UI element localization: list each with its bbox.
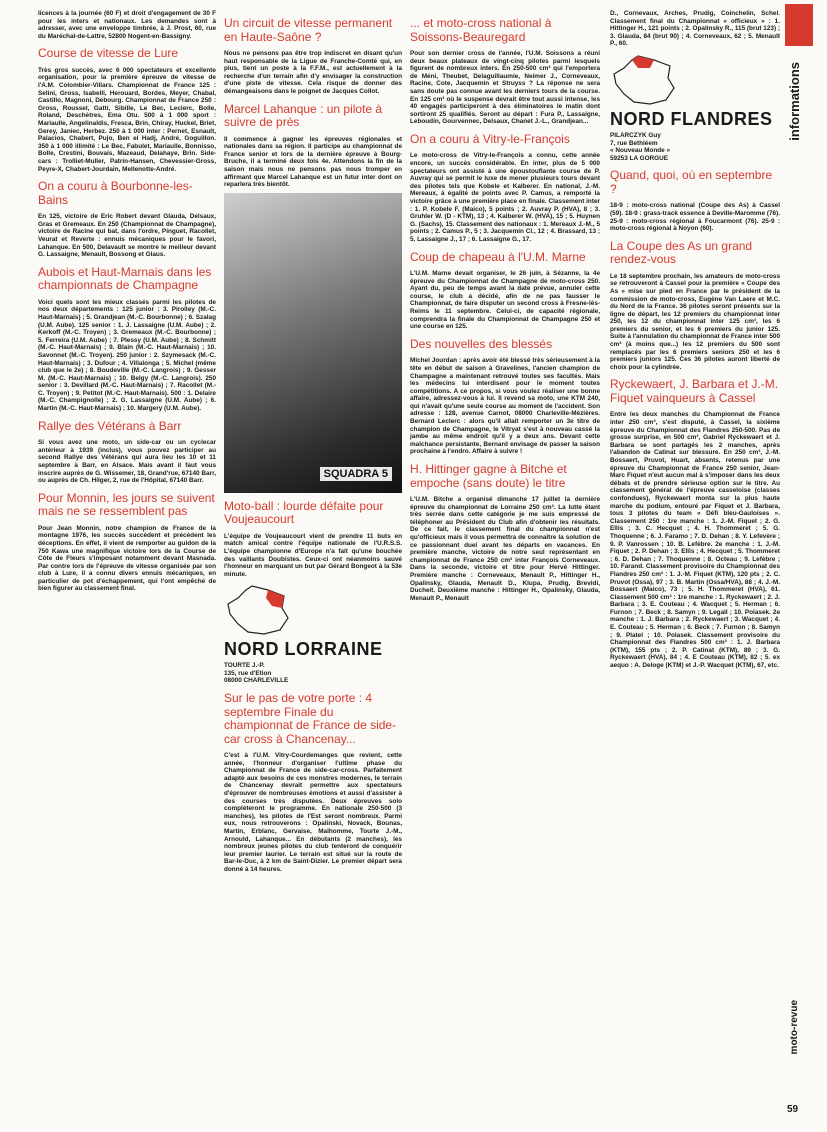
address-line: 7, rue Bethléem bbox=[610, 139, 658, 147]
correspondent-address bbox=[224, 662, 402, 685]
aubois-body: Voici quels sont les mieux classés parmi les pilotes de nos deux départements : 125 junior : 3. Pirolley (M.-C. Haut-Marnais) ; 5. Grandjean (M.-C. Bourbonne) ; 6. Szalag (U.M. Aube). 125 senior : 1. J. Lassaigne (U.M. Aube) ; 2. Kerkoff (M.-C. Troyen) ; 3. Gremeaux (M.-C. Bourbonne) ; 5. Ferreira (U.M. Aube) ; 7. Plessy (U.M. Aube) ; 8. Schmitt (M.-C. Haut-Marnais) ; 9. Blain (M.-C. Haut-Marnais) ; 10. Savonnet (M.-C. Troyen). 250 junior : 2. Szymesack (M.-C. Haut-Marnais) ; 3. Dufour ; 4. Villalonga ; 5. Michel (même club que le 2e) ; 8. Boudeville (M.-C. Langrois) ; 9. Gesser M. (M.-C. Haut-Marnais) ; 10. Belgy (M.-C. Langrois). 250 senior : 3. Devillard (M.-C. Haut-Marnais) ; 7. Racollet (M.-C. Troyen) ; 9. Petitot (M.-C. Haut-Marnais). 500 : 1. Delaire (M.-C. Champignolle) ; 2. G. Lassaigne (U.M. Aube) ; 6. Martin (M.-C. Haut-Marnais) ; 10. Margery (U.M. Aube). bbox=[38, 298, 216, 413]
region-name: NORD FLANDRES bbox=[610, 108, 773, 129]
blesses-headline: Des nouvelles des blessés bbox=[410, 336, 553, 351]
column-2 bbox=[224, 10, 402, 1118]
haute-saone-headline: Un circuit de vitesse permanent en Haute-Saône ? bbox=[224, 16, 393, 44]
quand-body: 18-9 : moto-cross national (Coupe des As) à Cassel (59). 18-9 : grass-track essence à Deville-Maromme (76). 25-9 : moto-cross régional à Foucarmont (76). 25-9 : moto-cross régional à Noyon (60). bbox=[610, 202, 780, 233]
chapeau-body: L'U.M. Marne devait organiser, le 26 juin, à Sézanne, la 4e épreuve du Championnat de Champagne de moto-cross 250. Ayant du, peu de temps avant la date prévue, annuler cette course, le club a décidé, afin de ne pas fausser le Championnat, de faire disputer un second cross à Fresne-lès-Reims le 11 septembre. Celui-ci, de capacité régionale, comprendra la finale du Championnat de Champagne 250 et une course en 125. bbox=[410, 270, 600, 331]
lure-body: Très gros succès, avec 6 000 spectateurs et excellente organisation, pour la première épreuve de vitesse de l'A.M. Colombier-Villars. Championnat de France 125 : Selini, Gross, Isabelli, Herouard, Bordes, Meyer, Chabal, Castillo, Magnoni, Debourg. Championnat de France 250 : Gross, Roussel, Gatti, Sibille, Le Bec, Leclerc, Bolle, Roland, Deschètres, Ema Otu. 500 à 1 000 sport : Mariaulle, Angelinaldis, Fresca, Brin, Chiray, Huckel, Briet, Gerey, Janiec, Herbez. 250 à 1 000 inter : Pernet, Esnault, Palacios, Chabert, Pujo, Ben el Hadj, André, Goguillon. 350 à 1 000 illimité : Le Bec, Fabulet, Mariaulle, Bonnisso, Bolle, Crestini, Bouvais, Mazeaud, Delahaye, Brin. Side-cars : Trolliet-Muller, Patrin-Hansen, Chevessier-Gross, Peyre-X, Chabert-Jourdain, Mellenotte-André. bbox=[38, 66, 216, 173]
bourbonne-headline: On a couru à Bourbonne-les-Bains bbox=[38, 179, 193, 207]
chancenay-headline: Sur le pas de votre porte : 4 septembre Finale du championnat de France de side-car cross à Chancenay... bbox=[224, 691, 397, 746]
continued-text: D., Cornevaux, Arches, Prudig, Coinchelin, Schel. Classement final du Championnat « officieux » : 1. Hittinger H., 121 points ; 2. Opalinsky R., 115 (brut 123) ; 3. Glauda, 84 (brut 90) ; 4. Corneveaux, 62 ; 5. Menault P., 60. bbox=[610, 10, 780, 48]
section-marker bbox=[785, 4, 813, 46]
region-nord-flandres bbox=[610, 54, 780, 162]
section-label: informations bbox=[787, 62, 802, 141]
hittinger-headline: H. Hittinger gagne à Bitche et empoche (sans doute) le titre bbox=[410, 462, 567, 490]
vitry-body: Le moto-cross de Vitry-le-François a connu, cette année encore, un succès considérable. En inter, plus de 5 000 spectateurs ont assisté à une époustouflante course de P. Auvray qui se permit le luxe de mener plusieurs tours devant des pilotes tels que Kobele et Kalberer. En national, J.-M. Mereaux, à égalité de points avec P. Camus, a remporté la victoire grâce à une première place en finale. Classement inter : 1. P. Kobele F. (Maico), 5 points ; 2. Auvray P. (HVA), 8 ; 3. Gruhler W. (D - KTM), 13 ; 4. Kalberer W. (HVA), 15 ; 5. Huynen G. (Sachs), 15. Classement des nationaux : 1. Mereaux J.-M., 5 points ; 2. Camus P., 5 ; 3. Jacquemin Cl., 12 ; 4. Brassard, 13 ; 5. Lassaigne J., 17 ; 6. Lassaigne G., 17. bbox=[410, 152, 600, 243]
quand-headline: Quand, quoi, où en septembre ? bbox=[610, 168, 773, 196]
column-3 bbox=[410, 10, 600, 1118]
ryckewaert-headline: Ryckewaert, J. Barbara et J.-M. Fiquet vainqueurs à Cassel bbox=[610, 377, 779, 405]
blesses-body: Michel Jourdan : après avoir été blessé très sérieusement à la tête en début de saison à Gravelines, l'ancien champion de Champagne a maintenant retrouvé toutes ses facultés. Mais les médecins lui interdisent pour le moment toutes compétitions. A ce propos, si vous voulez réaliser une bonne affaire, adressez-vous à lui. Il revend sa moto, une KTM 240, qui n'avait qu'une seule course au moment de l'accident. Son adresse : 128, avenue Carnot, 08000 Charleville-Mézières. Bernard Leclerc : alors qu'il allait remporter un 3e titre de champion de Champagne, le Vitryat s'est à nouveau cassé la jambe au même endroit qu'il y a deux ans. Devant cette malchance persistante, Bernard envisage de passer la saison prochaine à l'endro. Affaire à suivre ! bbox=[410, 357, 600, 456]
soissons-headline: ... et moto-cross national à Soissons-Beauregard bbox=[410, 16, 552, 44]
address-line: TOURTE J.-P. bbox=[224, 662, 265, 670]
address-line: 08000 CHARLEVILLE bbox=[224, 677, 289, 685]
column-4 bbox=[610, 10, 780, 1118]
hittinger-body: L'U.M. Bitche a organisé dimanche 17 juillet la dernière épreuve du championnat de Lorraine 250 cm³. La lutte étant très serrée dans cette catégorie je me suis empressé de téléphoner au Président du Club afin d'obtenir les résultats. De ce fait, le classement final du championnat n'est qu'officieux mais il vous permettra de connaître la solution de ce passionnant duel avant les départs en vacances. En première manche, victoire de notre seul représentant en championnat de France 250 cm³ inter François Corneveaux. Dans la seconde, victoire et titre pour Hervé Hittinger. Première manche : Corneveaux, Menault P., Hittinger H., Opalinsky, Glauda, Menault D., Klupa, Prudig, Brevidi, Ducheit. Deuxième manche : Hittinger H., Opalinsky, Glauda, Menault P., Menault bbox=[410, 496, 600, 602]
aubois-headline: Aubois et Haut-Marnais dans les championnats de Champagne bbox=[38, 264, 212, 293]
photo-jersey-label: SQUADRA 5 bbox=[320, 467, 392, 481]
region-name: NORD LORRAINE bbox=[224, 639, 383, 660]
address-line: « Nouveau Monde » bbox=[610, 147, 671, 155]
bourbonne-body: En 125, victoire de Eric Robert devant Glauda, Delsaux, Gras et Gremeaux. En 250 (Championnat de Champagne), victoire de Racine qui bat, dans l'ordre, Pinguet, Racollet, Veurat et Reverte : ennuis mécaniques pour le favori, Lahanque. En 500, Delavault se montre le meilleur devant G. Lassaigne, Menault, Bossong et Glaus. bbox=[38, 213, 216, 259]
lure-headline: Course de vitesse de Lure bbox=[38, 46, 179, 61]
ryckewaert-body: Entre les deux manches du Championnat de France inter 250 cm³, s'est disputé, à Cassel, la sixième épreuve du Championnat des Flandres 250-500. Pas de grosse surprise, en 500 cm³, Gabriel Ryckewaert et J. Barbara se sont partagés les 2 manches, après l'abandon de Catinat sur blessure. En 250 cm³, J.-M. Bossaert, Pruvot, Huart, absents, retenus par une épreuve du Championnat de France 250 senior, Jean-Marc Fiquet n'eut aucun mal à s'imposer dans les deux débats et de prendre sérieuse option sur le titre. Au classement général de l'épreuve casseloise (classes confondues), Ryckewaert monta sur la plus haute marche du podium, entouré par Fiquet et J. Barbara, tous 3 pilotes du team « Défi bleu-Gauloises ». Classement 250 : 1re manche : 1. J.-M. Fiquet ; 2. G. Ellis ; 3. C. Hecquet ; 4. H. Thommeret ; 5. G. Thoquenne ; 6. J. Faramo ; 7. D. Dehan ; 8. Y. Lefevère ; 9. P. Vanrossen ; 10. B. Lefèbre. 2e manche : 1. J.-M. Fiquet ; 2. P. Dehan ; 3. Ellis ; 4. Hecquet ; 5. Thommeret ; 6. D. Dehan ; 7. Thoquenne ; 8. Octeau ; 9. Lefèbre ; 10. Farand. Classement provisoire du Championnat des Flandres 250 cm³ : 1. J.-M. Fiquet (KTM), 120 pts ; 2. C. Pruvot (Ossa), 97 ; 3. B. Martin (Ossa/HVA), 88 ; 4. J.-M. Bossaert (Maico), 73 ; 5. H. Thommeret (HVA), 61. Classement 500 cm³ : 1re manche : 1. Ryckewaert ; 2. J. Barbara ; 3. E. Couteau ; 4. Wacquet ; 5. Herman ; 6. Furnon ; 7. Beck ; 8. Samyn ; 9. Legall ; 10. Polasek. 2e manche : 1. J. Barbara ; 2. Ryckewaert ; 3. Wacquet ; 4. E. Couteau ; 5. Herman ; 6. Beck ; 7. Furnon ; 8. Samyn ; 9. Platel ; 10. Polasek. Classement provisoire du Championnat des Flandres 500 cm³ : 1. J. Barbara (KTM), 155 pts ; 2. P. Catinat (KTM), 89 ; 3. G. Ryckewaert (HVA), 84 ; 4. E Couteau (KTM), 82 ; 5. ex aequo : A. Deloge (KTM) et J.-P. Wacquet (KTM), 67, etc. bbox=[610, 411, 780, 670]
correspondent-address bbox=[610, 132, 780, 162]
side-margin bbox=[785, 0, 827, 1132]
coupe-headline: La Coupe des As un grand rendez-vous bbox=[610, 238, 753, 267]
column-1 bbox=[38, 10, 216, 1118]
monnin-headline: Pour Monnin, les jours se suivent mais ne se ressemblent pas bbox=[38, 490, 215, 519]
haute-saone-body: Nous ne pensons pas être trop indiscret en disant qu'un haut responsable de la Ligue de Franche-Comté qui, en plus, tient un poste à la F.F.M., est actuellement à la recherche d'un terrain afin d'y envisager la construction d'une piste de vitesse. Cela risque de donner des démangeaisons dans le poignet de Jacques Collot. bbox=[224, 50, 402, 95]
address-line: PILARCZYK Guy bbox=[610, 131, 661, 139]
soissons-body: Pour son dernier cross de l'année, l'U.M. Soissons a réuni deux beaux plateaux de vingt-cinq pilotes parmi lesquels figurent de nombreux inters. En 250-500 cm³ qui l'emportera de Méni, Theubet, Delaguillaumie, Neimer J., Corneveaux, Racine, Cote, Jacquemin et Struyss ? La réponse ne sera sans doute pas connue avant les derniers tours de la course. En 125 cm³ où le suspense devrait être tout aussi intense, les 40 engagés participeront à des éliminatoires le matin dont sortiront 25 qualifiés. Seront au départ : Fura P., Lassaigne, Leboudin, Gourvennec, Delsaux, Chanet J.-L., Grandjean... bbox=[410, 50, 600, 126]
address-line: 135, rue d'Etion bbox=[224, 669, 272, 677]
monnin-body: Pour Jean Monnin, notre champion de France de la montagne 1976, les succès succèdent et précèdent les déceptions. En effet, il vient de remporter au guidon de la 750 Kawa une magnifique victoire lors de la Course de Côte de Fleurs s'imposant notamment devant Masnada. Par contre lors de l'épreuve de vitesse organisée par son club à Lure, il a connu divers ennuis mécaniques, en particulier de pot d'échappement, qui l'ont empêché de bien figurer au classement final. bbox=[38, 524, 216, 593]
region-nord-lorraine bbox=[224, 584, 402, 685]
magazine-name: moto-revue bbox=[789, 1000, 800, 1055]
vitry-headline: On a couru à Vitry-le-François bbox=[410, 131, 570, 146]
coupe-body: Le 18 septembre prochain, les amateurs de moto-cross se retrouveront à Cassel pour la première « Coupe des As » mise sur pied en France par le président de la commission de moto-cross, Eugène Van Laere et M.C. du Nord de la France. 36 pilotes seront présents sur la ligne de départ, les 12 premiers du championnat inter 250, les 12 du championnat inter 125 cm³, les 6 premiers du senior, et les 6 premiers du junior 125. Suite à l'annulation du championnat de France inter 500 cm³ (à moins que...) les 12 premiers du 500 sont remplacés par les 6 premiers seniors 250 et les 6 premiers juniors 125. Ces 36 pilotes auront liberté de choix pour la cylindrée. bbox=[610, 272, 780, 371]
chancenay-body: C'est à l'U.M. Vitry-Courdemanges que revient, cette année, l'honneur d'organiser l'ultime phase du Championnat de France de side-car-cross. Parfaitement adapté aux besoins de ces monstres modernes, le terrain de Chancenay devrait permettre aux spectateurs d'éprouver de nombreuses émotions et aussi d'assister à des courses très disputées. Deux épreuves solo compléteront le programme. En nationale 250-500 (3 manches), les pilotes de l'Est seront nombreux. Parmi eux, nous retrouverons : Opalinski, Novack, Bounas, Martin, Erblanc, Gervaise, Malhomme, Tourte J.-M., Arnould, Lahanque... En débutants (2 manches), les nombreux jeunes pilotes du club tenteront de conquérir leur premier laurier. Le terrain est situé sur la route de Bar-le-Duc, à 2 km de Saint-Dizier. Le premier départ sera donné à 14 heures. bbox=[224, 752, 402, 873]
france-map-icon bbox=[224, 584, 294, 636]
address-line: 59253 LA GORGUE bbox=[610, 154, 669, 162]
rallye-body: Si vous avez une moto, un side-car ou un cyclecar antérieur à 1939 (inclus), vous pouvez participer au second Rallye des Vétérans qui aura lieu les 10 et 11 septembre à Barr, en Alsace. Mais avant il faut vous inscrire auprès de G. Wissemer, 18, Grand'rue, 67140 Barr, ou auprès de Ch. Hilger, 2, rue de l'Hôpital, 67140 Barr. bbox=[38, 439, 216, 485]
rider-photo bbox=[224, 193, 402, 493]
motoball-headline: Moto-ball : lourde défaite pour Voujeaucourt bbox=[224, 498, 384, 527]
motoball-body: L'équipe de Voujeaucourt vient de prendre 11 buts en match amical contre l'équipe nationale de l'U.R.S.S. L'équipe championne d'Europe n'a fait qu'une bouchée des vaillants Doubistes. Ceux-ci ont néanmoins sauvé l'honneur en marquant un but par Gérard Bongeot à la 53e minute. bbox=[224, 532, 402, 578]
lahanque-body: Il commence à gagner les épreuves régionales et nationales dans sa région. Il participe au championnat de France senior et lors de la dernière épreuve à Bourg-Bruche, il a terminé deux fois 4e. Attendons la fin de la saison mais nous ne pensons pas nous tromper en affirmant que Marcel Lahanque est un futur inter dont on reparlera très bientôt. bbox=[224, 135, 402, 189]
france-map-icon bbox=[610, 54, 680, 106]
chapeau-headline: Coup de chapeau à l'U.M. Marne bbox=[410, 249, 586, 264]
rallye-headline: Rallye des Vétérans à Barr bbox=[38, 418, 182, 433]
page-number: 59 bbox=[787, 1104, 799, 1115]
lahanque-headline: Marcel Lahanque : un pilote à suivre de près bbox=[224, 101, 383, 130]
intro-paragraph: licences à la journée (60 F) et droit d'engagement de 30 F pour les inters et nationaux. Les demandes sont à adresser, avec une enveloppe timbrée, à J. Prost, 60, rue du Maréchal-de-Lattre, 52800 Nogent-en-Bassigny. bbox=[38, 10, 216, 40]
